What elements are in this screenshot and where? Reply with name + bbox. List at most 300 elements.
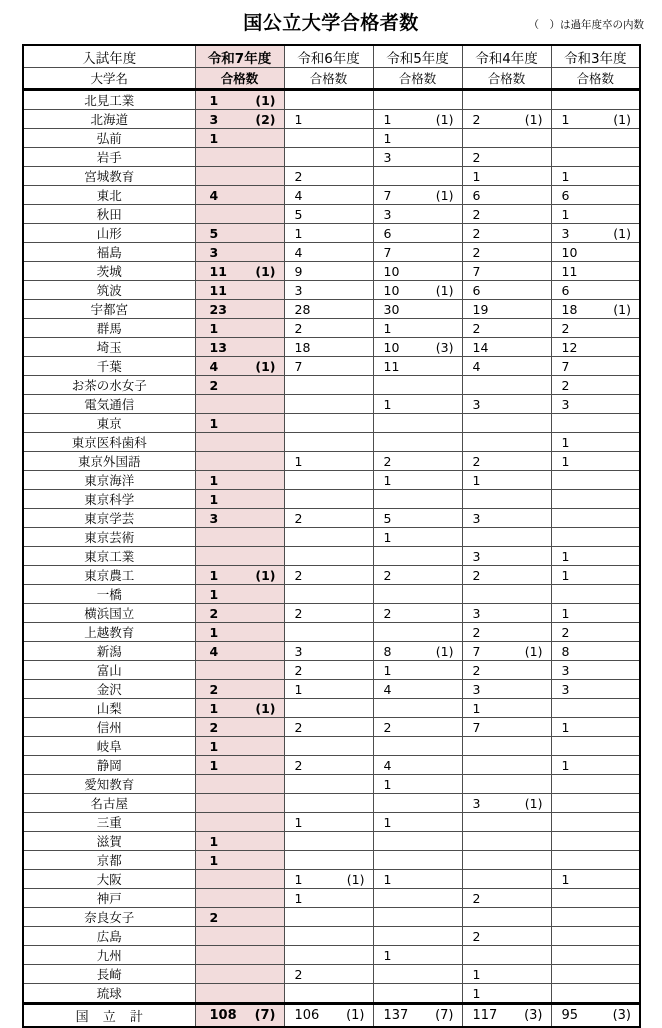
cell-year-4 [551,566,640,585]
cell-count: 3 [209,111,219,127]
cell-year-0 [195,224,284,243]
cell-year-3 [462,357,551,376]
table-row [23,528,640,547]
cell-year-0 [195,718,284,737]
cell-count: 2 [209,909,219,925]
cell-year-3 [462,300,551,319]
cell-count: 1 [209,833,219,849]
row-university-name: 静岡 [23,756,195,775]
row-university-name: 東京芸術 [23,528,195,547]
cell-year-4 [551,129,640,148]
cell-year-3 [462,376,551,395]
cell-year-4 [551,338,640,357]
cell-year-4 [551,737,640,756]
cell-year-3 [462,889,551,908]
cell-repeat-count: (1) [435,187,454,203]
cell-year-3 [462,965,551,984]
table-row [23,889,640,908]
cell-year-2 [373,965,462,984]
cell-year-2 [373,509,462,528]
cell-count: 1 [383,130,392,146]
cell-repeat-count: (1) [255,263,276,279]
admissions-table-wrapper [22,44,640,1028]
cell-count: 1 [383,111,392,127]
cell-year-2 [373,680,462,699]
row-university-name: 上越教育 [23,623,195,642]
cell-year-1 [284,889,373,908]
row-university-name: 埼玉 [23,338,195,357]
cell-year-4 [551,300,640,319]
title-area [0,0,662,44]
header-university-label: 大学名 [23,68,195,90]
table-row [23,376,640,395]
table-row [23,110,640,129]
cell-year-2 [373,813,462,832]
cell-year-1 [284,110,373,129]
cell-count: 30 [383,301,400,317]
cell-year-4 [551,262,640,281]
row-university-name: 九州 [23,946,195,965]
row-university-name: 東京 [23,414,195,433]
cell-year-2 [373,167,462,186]
cell-count: 3 [472,510,481,526]
table-row [23,984,640,1004]
cell-count: 1 [561,605,570,621]
cell-count: 1 [561,453,570,469]
cell-year-2 [373,775,462,794]
cell-count: 2 [294,320,303,336]
cell-year-0 [195,205,284,224]
title-note: （ ）は過年度卒の内数 [528,19,644,31]
cell-year-0 [195,604,284,623]
cell-year-4 [551,1004,640,1028]
cell-count: 4 [294,244,303,260]
cell-count: 1 [383,871,392,887]
cell-year-3 [462,471,551,490]
row-university-name: 名古屋 [23,794,195,813]
row-university-name: 奈良女子 [23,908,195,927]
cell-repeat-count: (1) [613,301,631,317]
cell-year-2 [373,851,462,870]
cell-count: 2 [472,890,481,906]
cell-year-0 [195,509,284,528]
cell-count: 2 [209,719,219,735]
cell-year-3 [462,262,551,281]
cell-count: 18 [294,339,311,355]
cell-year-0 [195,737,284,756]
cell-count: 1 [209,472,219,488]
cell-count: 10 [383,263,400,279]
cell-year-4 [551,509,640,528]
cell-count: 1 [561,871,570,887]
row-university-name: 三重 [23,813,195,832]
cell-year-0 [195,851,284,870]
cell-count: 6 [561,282,570,298]
total-row-label: 国 立 計 [23,1004,195,1028]
cell-count: 2 [472,149,481,165]
cell-count: 3 [209,244,219,260]
table-row [23,965,640,984]
cell-year-2 [373,547,462,566]
row-university-name: 東京工業 [23,547,195,566]
cell-count: 2 [383,719,392,735]
row-university-name: 福島 [23,243,195,262]
table-row [23,471,640,490]
table-row [23,642,640,661]
cell-count: 2 [561,320,570,336]
cell-year-1 [284,186,373,205]
row-university-name: 山形 [23,224,195,243]
cell-count: 6 [561,187,570,203]
cell-year-2 [373,224,462,243]
cell-count: 6 [383,225,392,241]
cell-year-3 [462,870,551,889]
page-title: 国公立大学合格者数 [243,12,419,34]
cell-year-0 [195,300,284,319]
cell-year-0 [195,433,284,452]
cell-count: 2 [472,453,481,469]
cell-count: 2 [472,928,481,944]
cell-year-4 [551,281,640,300]
cell-repeat-count: (1) [435,643,454,659]
cell-year-3 [462,319,551,338]
cell-year-3 [462,281,551,300]
table-row [23,338,640,357]
cell-year-4 [551,528,640,547]
cell-count: 4 [383,757,392,773]
cell-repeat-count: (1) [524,111,543,127]
cell-count: 1 [294,814,303,830]
table-row [23,623,640,642]
cell-year-1 [284,775,373,794]
cell-year-1 [284,851,373,870]
cell-count: 3 [561,225,570,241]
cell-year-1 [284,718,373,737]
cell-count: 4 [209,643,219,659]
cell-count: 1 [209,624,219,640]
row-university-name: 千葉 [23,357,195,376]
cell-count: 2 [294,605,303,621]
row-university-name: 横浜国立 [23,604,195,623]
cell-year-1 [284,984,373,1004]
cell-year-1 [284,642,373,661]
cell-year-3 [462,623,551,642]
admissions-table [22,44,641,1028]
cell-count: 1 [209,130,219,146]
cell-year-4 [551,395,640,414]
cell-count: 1 [383,776,392,792]
cell-count: 1 [294,871,303,887]
cell-year-0 [195,1004,284,1028]
cell-year-3 [462,946,551,965]
table-row [23,566,640,585]
cell-year-3 [462,243,551,262]
header-year-1: 令和6年度 [284,45,373,68]
cell-count: 1 [472,700,481,716]
cell-count: 3 [383,206,392,222]
row-university-name: 電気通信 [23,395,195,414]
cell-count: 3 [561,662,570,678]
table-row [23,205,640,224]
row-university-name: 宮城教育 [23,167,195,186]
cell-year-3 [462,148,551,167]
row-university-name: 東京農工 [23,566,195,585]
cell-year-3 [462,490,551,509]
table-row [23,262,640,281]
row-university-name: 信州 [23,718,195,737]
row-university-name: 秋田 [23,205,195,224]
cell-year-4 [551,490,640,509]
cell-year-4 [551,851,640,870]
row-university-name: 大阪 [23,870,195,889]
cell-count: 5 [383,510,392,526]
table-row [23,148,640,167]
cell-year-1 [284,1004,373,1028]
cell-repeat-count: (7) [254,1008,276,1023]
cell-repeat-count: (1) [435,111,454,127]
cell-year-1 [284,357,373,376]
cell-year-2 [373,262,462,281]
cell-year-1 [284,205,373,224]
cell-year-1 [284,699,373,718]
cell-year-3 [462,718,551,737]
cell-year-3 [462,566,551,585]
cell-year-0 [195,490,284,509]
row-university-name: 東京医科歯科 [23,433,195,452]
cell-year-0 [195,338,284,357]
cell-year-4 [551,547,640,566]
cell-year-0 [195,528,284,547]
cell-year-0 [195,908,284,927]
table-row [23,395,640,414]
cell-year-0 [195,395,284,414]
cell-year-2 [373,908,462,927]
cell-year-2 [373,148,462,167]
cell-year-3 [462,604,551,623]
cell-count: 1 [472,966,481,982]
cell-count: 4 [472,358,481,374]
cell-year-3 [462,110,551,129]
cell-year-1 [284,509,373,528]
cell-year-0 [195,623,284,642]
cell-year-4 [551,243,640,262]
cell-count: 18 [561,301,578,317]
table-row [23,414,640,433]
row-university-name: 新潟 [23,642,195,661]
cell-year-3 [462,813,551,832]
cell-year-4 [551,414,640,433]
cell-year-2 [373,528,462,547]
cell-year-2 [373,471,462,490]
cell-count: 3 [561,681,570,697]
cell-count: 1 [294,111,303,127]
cell-count: 2 [294,757,303,773]
cell-year-1 [284,262,373,281]
row-university-name: 筑波 [23,281,195,300]
cell-year-1 [284,623,373,642]
cell-year-0 [195,585,284,604]
cell-count: 8 [383,643,392,659]
cell-year-0 [195,794,284,813]
cell-year-0 [195,90,284,110]
header-metric-0: 合格数 [195,68,284,90]
cell-year-4 [551,756,640,775]
cell-year-0 [195,832,284,851]
cell-year-3 [462,1004,551,1028]
table-row [23,319,640,338]
header-metric-2: 合格数 [373,68,462,90]
cell-year-1 [284,756,373,775]
cell-count: 7 [472,263,481,279]
cell-year-1 [284,965,373,984]
cell-repeat-count: (1) [255,567,276,583]
cell-count: 3 [472,795,481,811]
cell-year-4 [551,357,640,376]
cell-year-2 [373,718,462,737]
cell-year-1 [284,585,373,604]
cell-repeat-count: (7) [435,1008,454,1023]
cell-year-1 [284,528,373,547]
cell-year-0 [195,946,284,965]
cell-year-4 [551,946,640,965]
cell-year-4 [551,870,640,889]
cell-count: 3 [472,681,481,697]
cell-year-3 [462,908,551,927]
cell-year-2 [373,452,462,471]
cell-count: 1 [209,92,219,108]
table-row [23,281,640,300]
cell-year-0 [195,167,284,186]
cell-year-4 [551,680,640,699]
cell-year-1 [284,927,373,946]
cell-count: 95 [561,1008,579,1023]
cell-count: 1 [209,738,219,754]
cell-year-1 [284,338,373,357]
cell-year-2 [373,338,462,357]
row-university-name: 一橋 [23,585,195,604]
cell-year-0 [195,566,284,585]
cell-year-0 [195,471,284,490]
cell-count: 2 [383,605,392,621]
cell-year-4 [551,623,640,642]
cell-year-4 [551,376,640,395]
cell-count: 3 [472,548,481,564]
cell-count: 23 [209,301,227,317]
cell-count: 3 [383,149,392,165]
cell-repeat-count: (1) [524,643,543,659]
header-exam-year-label: 入試年度 [23,45,195,68]
cell-count: 6 [472,282,481,298]
table-row [23,756,640,775]
cell-year-4 [551,186,640,205]
cell-repeat-count: (1) [613,111,631,127]
cell-year-4 [551,110,640,129]
cell-year-0 [195,661,284,680]
cell-count: 7 [472,643,481,659]
cell-count: 7 [383,187,392,203]
cell-count: 4 [294,187,303,203]
header-year-0: 令和7年度 [195,45,284,68]
cell-count: 9 [294,263,303,279]
cell-year-4 [551,908,640,927]
cell-count: 2 [294,567,303,583]
cell-year-3 [462,699,551,718]
row-university-name: 長崎 [23,965,195,984]
row-university-name: 滋賀 [23,832,195,851]
cell-year-1 [284,224,373,243]
cell-year-2 [373,604,462,623]
table-row [23,90,640,110]
cell-year-3 [462,775,551,794]
cell-count: 106 [294,1008,320,1023]
cell-repeat-count: (1) [255,358,276,374]
cell-year-1 [284,604,373,623]
cell-count: 7 [472,719,481,735]
cell-year-1 [284,566,373,585]
row-university-name: 東京海洋 [23,471,195,490]
cell-year-0 [195,699,284,718]
cell-year-2 [373,927,462,946]
cell-year-1 [284,395,373,414]
table-row [23,813,640,832]
cell-year-2 [373,699,462,718]
cell-count: 1 [294,453,303,469]
cell-year-2 [373,395,462,414]
row-university-name: 琉球 [23,984,195,1004]
cell-year-1 [284,547,373,566]
row-university-name: 群馬 [23,319,195,338]
cell-year-1 [284,680,373,699]
cell-count: 7 [561,358,570,374]
row-university-name: お茶の水女子 [23,376,195,395]
cell-year-2 [373,490,462,509]
cell-year-3 [462,433,551,452]
cell-year-0 [195,547,284,566]
cell-year-0 [195,756,284,775]
cell-year-1 [284,90,373,110]
cell-year-3 [462,129,551,148]
cell-year-0 [195,813,284,832]
row-university-name: 広島 [23,927,195,946]
cell-year-0 [195,775,284,794]
cell-year-2 [373,1004,462,1028]
cell-year-4 [551,775,640,794]
cell-year-2 [373,186,462,205]
cell-count: 108 [209,1008,237,1023]
cell-year-1 [284,832,373,851]
cell-year-2 [373,243,462,262]
cell-year-4 [551,167,640,186]
table-row [23,490,640,509]
cell-year-4 [551,889,640,908]
cell-year-2 [373,623,462,642]
cell-year-2 [373,642,462,661]
cell-year-4 [551,794,640,813]
cell-year-3 [462,832,551,851]
row-university-name: 岩手 [23,148,195,167]
cell-year-3 [462,547,551,566]
cell-year-2 [373,889,462,908]
cell-count: 2 [209,377,219,393]
header-metric-1: 合格数 [284,68,373,90]
cell-year-4 [551,224,640,243]
cell-count: 5 [209,225,219,241]
table-row [23,585,640,604]
cell-year-4 [551,813,640,832]
cell-count: 2 [561,624,570,640]
row-university-name: 富山 [23,661,195,680]
cell-count: 1 [209,491,219,507]
